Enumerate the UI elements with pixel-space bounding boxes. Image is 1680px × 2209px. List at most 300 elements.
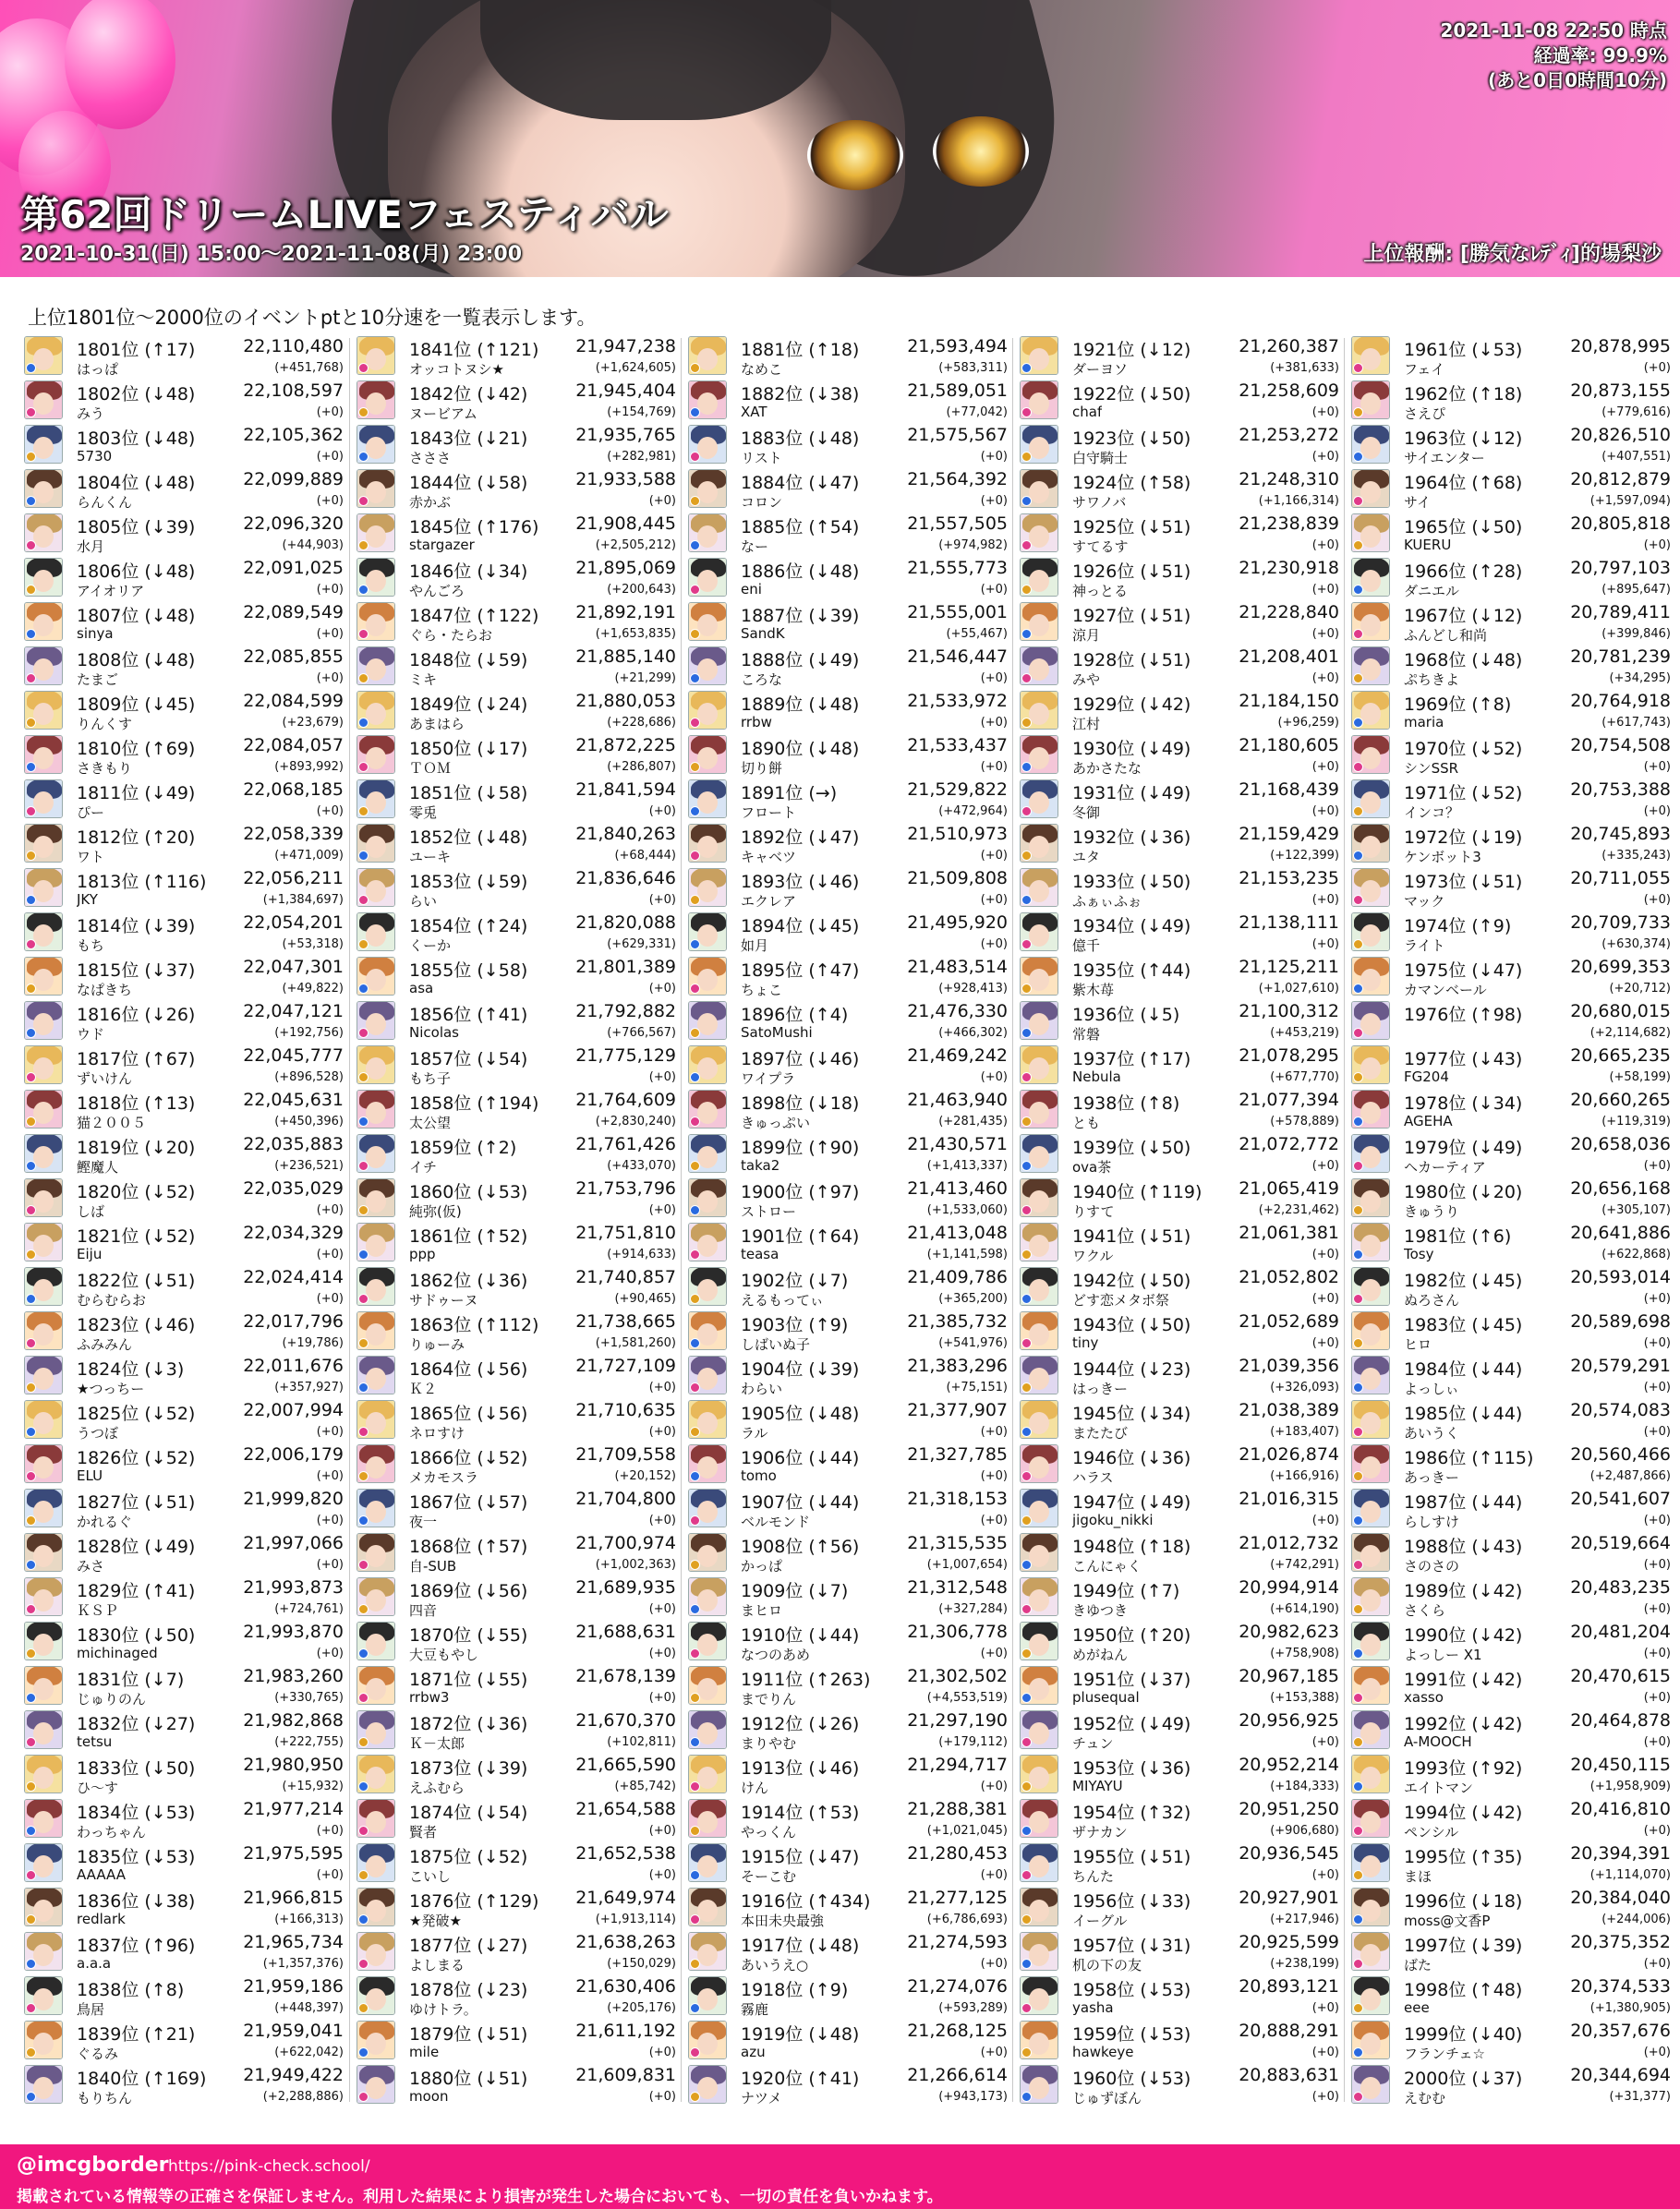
event-points: 21,297,190 [907,1710,1008,1731]
event-points: 21,761,426 [575,1134,676,1154]
event-points: 21,997,066 [243,1533,344,1553]
column-divider [1012,338,1013,2102]
ten-minute-speed: (+630,374) [1601,937,1671,951]
ranking-entry [1020,512,1339,556]
rank-label: 1981位 (↑6) [1404,1226,1512,1247]
snapshot-info [1440,18,1667,93]
player-avatar-icon [1351,1489,1390,1527]
ten-minute-speed: (+0) [316,405,344,419]
ranking-entry [24,999,344,1044]
player-avatar-icon [24,1489,63,1527]
ranking-grid [24,334,1677,2107]
event-points: 21,704,800 [575,1489,676,1509]
ranking-entry [1351,645,1671,689]
player-name: ova茶 [1072,1159,1112,1176]
type-badge-icon [26,1338,36,1348]
type-badge-icon [1353,1826,1363,1836]
rank-label: 1956位 (↓33) [1072,1891,1191,1912]
ten-minute-speed: (+0) [648,1514,676,1527]
type-badge-icon [26,407,36,417]
player-name: みう [77,405,105,422]
event-points: 21,077,394 [1239,1090,1339,1110]
type-badge-icon [358,1826,369,1836]
event-points: 21,260,387 [1239,336,1339,356]
event-points: 21,993,870 [243,1622,344,1642]
player-avatar-icon [24,469,63,508]
player-name: えむむ [1404,2090,1446,2106]
player-avatar-icon [1351,1045,1390,1084]
player-avatar-icon [1020,380,1058,419]
event-points: 21,377,907 [907,1400,1008,1420]
type-badge-icon [1021,718,1032,728]
player-name: michinaged [77,1645,158,1661]
player-avatar-icon [1020,2021,1058,2059]
rank-label: 1938位 (↑8) [1072,1093,1180,1114]
ranking-entry [1020,467,1339,512]
player-avatar-icon [24,1267,63,1306]
event-points: 21,294,717 [907,1755,1008,1775]
ten-minute-speed: (+0) [980,1868,1008,1882]
type-badge-icon [690,851,700,861]
player-name: ラル [741,1425,768,1442]
ranking-entry [24,1708,344,1753]
ten-minute-speed: (+0) [1643,1647,1671,1660]
event-points: 21,959,186 [243,1976,344,1997]
ten-minute-speed: (+0) [316,1248,344,1261]
player-avatar-icon [688,1134,727,1173]
event-points: 21,016,315 [1239,1489,1339,1509]
type-badge-icon [1353,762,1363,772]
ten-minute-speed: (+448,397) [274,2001,344,2015]
rank-label: 1842位 (↓42) [409,384,528,404]
rank-label: 1999位 (↓40) [1404,2024,1523,2045]
ten-minute-speed: (+1,413,337) [926,1159,1008,1173]
player-avatar-icon [1020,868,1058,907]
type-badge-icon [26,673,36,683]
type-badge-icon [358,2047,369,2058]
player-avatar-icon [357,513,395,552]
rank-label: 1973位 (↓51) [1404,872,1523,892]
player-avatar-icon [1351,1223,1390,1261]
type-badge-icon [1021,1560,1032,1570]
event-points: 20,593,014 [1570,1267,1671,1287]
player-name: ネロすけ [409,1425,465,1442]
rank-label: 1967位 (↓12) [1404,606,1523,626]
rank-label: 1821位 (↓52) [77,1226,196,1247]
rank-label: 1947位 (↓49) [1072,1492,1191,1513]
rank-label: 1934位 (↓49) [1072,916,1191,936]
player-avatar-icon [1020,735,1058,774]
type-badge-icon [26,1560,36,1570]
event-points: 21,038,389 [1239,1400,1339,1420]
rank-label: 1857位 (↓54) [409,1049,528,1069]
player-name: eni [741,581,762,598]
ten-minute-speed: (+15,932) [282,1780,344,1793]
rank-label: 1823位 (↓46) [77,1315,196,1335]
player-avatar-icon [24,1843,63,1882]
player-name: ぬろさん [1404,1292,1460,1309]
ten-minute-speed: (+0) [1311,1292,1339,1306]
ranking-entry [688,1487,1008,1531]
player-name: Eiju [77,1246,103,1262]
type-badge-icon [1353,2047,1363,2058]
player-name: ぷちきよ [1404,671,1460,688]
ten-minute-speed: (+1,141,598) [926,1248,1008,1261]
ranking-entry [1351,1044,1671,1088]
ranking-entry [357,334,676,379]
ten-minute-speed: (+166,916) [1270,1469,1339,1483]
event-points: 21,208,401 [1239,646,1339,667]
type-badge-icon [690,540,700,550]
type-badge-icon [26,585,36,595]
player-name: ダニエル [1404,583,1460,599]
type-badge-icon [358,1205,369,1215]
rank-label: 1909位 (↓7) [741,1581,849,1601]
event-points: 20,883,631 [1239,2065,1339,2085]
player-name: サイ [1404,494,1431,511]
type-badge-icon [358,984,369,994]
player-avatar-icon [1020,912,1058,951]
player-avatar-icon [357,558,395,597]
ranking-entry [1351,999,1671,1044]
player-name: ぐるみ [77,2046,119,2062]
type-badge-icon [1021,1471,1032,1481]
rank-label: 1847位 (↑122) [409,606,539,626]
ten-minute-speed: (+205,176) [607,2001,676,2015]
ten-minute-speed: (+677,770) [1270,1070,1339,1084]
ten-minute-speed: (+0) [1311,1514,1339,1527]
player-name: そーこむ [741,1868,797,1885]
type-badge-icon [690,1604,700,1614]
event-points: 21,885,140 [575,646,676,667]
event-points: 22,047,301 [243,957,344,977]
player-name: teasa [741,1246,780,1262]
event-points: 21,012,732 [1239,1533,1339,1553]
player-avatar-icon [357,1400,395,1439]
event-points: 21,975,595 [243,1843,344,1864]
ten-minute-speed: (+399,846) [1601,627,1671,641]
ten-minute-speed: (+779,616) [1601,405,1671,419]
ranking-entry [357,1088,676,1132]
event-points: 21,945,404 [575,380,676,401]
ten-minute-speed: (+0) [980,494,1008,508]
ranking-column [1020,334,1339,2107]
type-badge-icon [26,762,36,772]
event-points: 22,096,320 [243,513,344,534]
rank-label: 1866位 (↓52) [409,1448,528,1468]
ten-minute-speed: (+179,112) [938,1735,1008,1749]
type-badge-icon [358,407,369,417]
event-points: 21,593,494 [907,336,1008,356]
player-avatar-icon [688,912,727,951]
player-avatar-icon [688,2021,727,2059]
ten-minute-speed: (+0) [316,1425,344,1439]
event-points: 21,078,295 [1239,1045,1339,1066]
rank-label: 1875位 (↓52) [409,1847,528,1867]
type-badge-icon [358,1959,369,1969]
ten-minute-speed: (+1,653,835) [595,627,676,641]
event-points: 21,510,973 [907,824,1008,844]
ranking-entry [357,1841,676,1886]
ranking-entry [1351,2063,1671,2107]
ten-minute-speed: (+0) [980,1514,1008,1527]
event-points: 21,688,631 [575,1622,676,1642]
player-name: けん [741,1780,769,1796]
player-name: ＴＯＭ [409,760,452,777]
ranking-entry [357,866,676,911]
player-name: キャベツ [741,849,797,865]
rank-label: 1893位 (↓46) [741,872,860,892]
rank-label: 1975位 (↓47) [1404,960,1523,981]
event-points: 21,982,868 [243,1710,344,1731]
player-avatar-icon [1351,1090,1390,1129]
ten-minute-speed: (+330,765) [274,1691,344,1705]
rank-label: 1998位 (↑48) [1404,1980,1523,2000]
ranking-entry [688,999,1008,1044]
event-points: 22,110,480 [243,336,344,356]
ten-minute-speed: (+724,761) [274,1602,344,1616]
player-name: さえぴ [1404,405,1446,422]
rank-label: 1980位 (↓20) [1404,1182,1523,1202]
type-badge-icon [690,1781,700,1792]
player-name: SatoMushi [741,1024,813,1041]
ten-minute-speed: (+0) [648,982,676,996]
player-name: 涼月 [1072,627,1101,644]
player-avatar-icon [1020,1400,1058,1439]
event-banner [0,0,1680,277]
event-points: 22,006,179 [243,1444,344,1465]
type-badge-icon [1021,629,1032,639]
type-badge-icon [1021,939,1032,949]
event-points: 21,509,808 [907,868,1008,888]
ranking-entry [24,1398,344,1442]
rank-label: 1907位 (↓44) [741,1492,860,1513]
player-avatar-icon [357,1356,395,1394]
player-avatar-icon [688,1888,727,1926]
ranking-entry [24,1442,344,1487]
player-avatar-icon [1351,2065,1390,2104]
player-name: FG204 [1404,1068,1449,1085]
event-points: 21,555,773 [907,558,1008,578]
rank-label: 1881位 (↑18) [741,340,860,360]
player-avatar-icon [688,1932,727,1971]
event-points: 21,933,588 [575,469,676,489]
type-badge-icon [26,895,36,905]
ten-minute-speed: (+0) [648,494,676,508]
rank-label: 1970位 (↓52) [1404,739,1523,759]
event-points: 22,047,121 [243,1001,344,1021]
type-badge-icon [26,984,36,994]
rank-label: 1850位 (↓17) [409,739,528,759]
rank-label: 1915位 (↓47) [741,1847,860,1867]
player-name: plusequal [1072,1689,1140,1706]
ranking-entry [688,1442,1008,1487]
player-name: chaf [1072,404,1103,420]
player-avatar-icon [24,1799,63,1838]
player-name: さくら [1404,1602,1446,1619]
ranking-entry [1351,556,1671,600]
event-points: 21,892,191 [575,602,676,622]
type-badge-icon [690,1959,700,1969]
ranking-entry [1020,1088,1339,1132]
ranking-entry [1020,1487,1339,1531]
event-points: 20,344,694 [1570,2065,1671,2085]
type-badge-icon [1353,1737,1363,1747]
player-name: moss@文香P [1404,1913,1491,1929]
player-name: 冬御 [1072,804,1101,821]
player-avatar-icon [688,957,727,996]
rank-label: 1803位 (↓48) [77,429,196,449]
event-points: 20,888,291 [1239,2021,1339,2041]
type-badge-icon [1353,585,1363,595]
ranking-entry [357,1531,676,1575]
event-points: 20,873,155 [1570,380,1671,401]
player-avatar-icon [688,1843,727,1882]
rank-label: 2000位 (↓37) [1404,2069,1523,2089]
player-name: a.a.a [77,1955,112,1972]
rank-label: 1985位 (↓44) [1404,1404,1523,1424]
ten-minute-speed: (+453,219) [1270,1026,1339,1040]
event-points: 21,999,820 [243,1489,344,1509]
player-name: フェイ [1404,361,1445,378]
rank-label: 1961位 (↓53) [1404,340,1523,360]
player-avatar-icon [24,2065,63,2104]
player-name: 紫木苺 [1072,982,1115,998]
ranking-entry [24,1354,344,1398]
ten-minute-speed: (+0) [1643,2046,1671,2059]
rank-label: 1852位 (↓48) [409,827,528,848]
site-url-link[interactable]: https://pink-check.school/ [168,2157,370,2176]
player-name: やんごろ [409,583,465,599]
event-points: 21,533,437 [907,735,1008,755]
type-badge-icon [1021,895,1032,905]
ten-minute-speed: (+1,027,610) [1258,982,1339,996]
type-badge-icon [1353,496,1363,506]
ten-minute-speed: (+0) [1643,1824,1671,1838]
event-points: 20,967,185 [1239,1666,1339,1686]
player-avatar-icon [688,1400,727,1439]
event-points: 20,878,995 [1570,336,1671,356]
type-badge-icon [358,1914,369,1925]
ten-minute-speed: (+0) [648,804,676,818]
rank-label: 1889位 (↓48) [741,694,860,715]
player-avatar-icon [688,1489,727,1527]
ten-minute-speed: (+153,388) [1270,1691,1339,1705]
ranking-entry [24,2063,344,2107]
event-points: 21,248,310 [1239,469,1339,489]
rank-label: 1810位 (↑69) [77,739,196,759]
player-name: はっぱ [77,361,119,378]
player-name: maria [1404,714,1444,730]
player-avatar-icon [1351,1622,1390,1660]
player-avatar-icon [1351,779,1390,818]
ranking-entry [688,1088,1008,1132]
player-avatar-icon [1020,1444,1058,1483]
type-badge-icon [690,1382,700,1393]
player-name: インコ？ [1404,804,1460,821]
player-name: ころな [741,671,783,688]
event-points: 21,268,125 [907,2021,1008,2041]
type-badge-icon [358,851,369,861]
type-badge-icon [26,1382,36,1393]
ten-minute-speed: (+0) [1643,1425,1671,1439]
player-name: ふんどし和尚 [1404,627,1488,644]
ranking-entry [24,866,344,911]
player-avatar-icon [688,1710,727,1749]
ranking-entry [1020,379,1339,423]
rank-label: 1899位 (↑90) [741,1138,860,1158]
player-avatar-icon [24,1577,63,1616]
player-avatar-icon [1351,1001,1390,1040]
type-badge-icon [1353,1205,1363,1215]
twitter-handle-link[interactable]: @imcgborder [17,2154,169,2177]
ranking-entry [1351,733,1671,778]
event-points: 21,751,810 [575,1223,676,1243]
ranking-entry [1351,822,1671,866]
player-name: あいうく [1404,1425,1460,1442]
ten-minute-speed: (+578,889) [1270,1115,1339,1129]
player-avatar-icon [1351,1843,1390,1882]
event-points: 21,670,370 [575,1710,676,1731]
event-points: 21,801,389 [575,957,676,977]
player-name: ぴー [77,804,105,821]
ranking-entry [1351,1753,1671,1797]
event-points: 21,533,972 [907,691,1008,711]
event-points: 21,258,609 [1239,380,1339,401]
type-badge-icon [1353,1693,1363,1703]
type-badge-icon [358,1427,369,1437]
event-points: 21,052,689 [1239,1311,1339,1332]
ten-minute-speed: (+2,231,462) [1258,1203,1339,1217]
type-badge-icon [358,2003,369,2013]
player-name: ナツメ [741,2090,782,2106]
rank-label: 1806位 (↓48) [77,561,196,582]
player-name: アイオリア [77,583,145,599]
type-badge-icon [1021,851,1032,861]
ranking-entry [688,1708,1008,1753]
rank-label: 1984位 (↓44) [1404,1359,1523,1380]
player-avatar-icon [688,824,727,863]
player-avatar-icon [1020,1134,1058,1173]
type-badge-icon [1021,1693,1032,1703]
rank-label: 1864位 (↓56) [409,1359,528,1380]
ranking-entry [357,1886,676,1930]
event-points: 21,288,381 [907,1799,1008,1819]
type-badge-icon [1353,1560,1363,1570]
rank-label: 1837位 (↑96) [77,1936,196,1956]
ten-minute-speed: (+0) [1643,1292,1671,1306]
player-name: サドゥーヌ [409,1292,478,1309]
player-avatar-icon [1351,1666,1390,1705]
rank-label: 1898位 (↓18) [741,1093,860,1114]
event-points: 21,463,940 [907,1090,1008,1110]
player-avatar-icon [688,646,727,685]
rank-label: 1883位 (↓48) [741,429,860,449]
player-avatar-icon [688,602,727,641]
player-avatar-icon [24,646,63,685]
player-name: ふみみん [77,1336,133,1353]
type-badge-icon [1021,452,1032,462]
rank-label: 1933位 (↓50) [1072,872,1191,892]
event-points: 21,180,605 [1239,735,1339,755]
type-badge-icon [26,1648,36,1659]
rank-label: 1920位 (↑41) [741,2069,860,2089]
ten-minute-speed: (+2,830,240) [595,1115,676,1129]
type-badge-icon [26,1781,36,1792]
rank-label: 1890位 (↓48) [741,739,860,759]
ten-minute-speed: (+1,021,045) [926,1824,1008,1838]
ranking-entry [1351,1088,1671,1132]
